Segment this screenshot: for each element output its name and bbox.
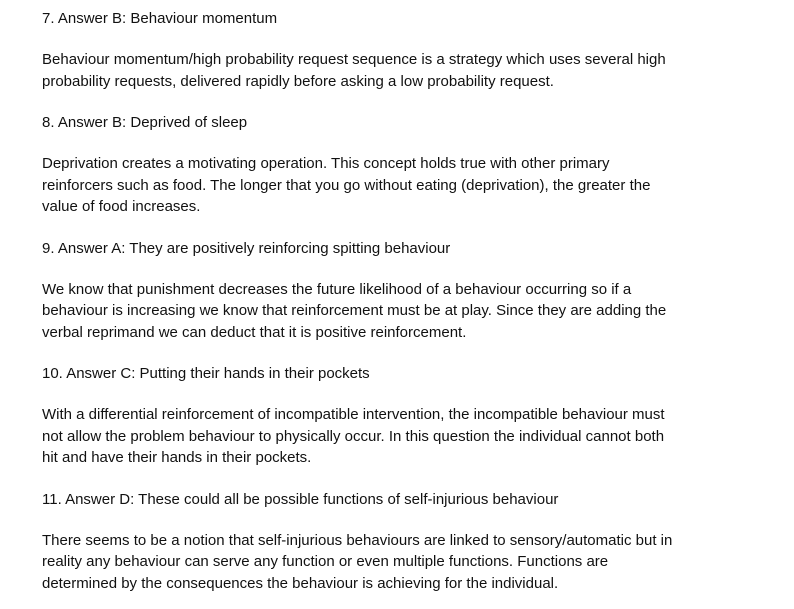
answer-8-line-3: value of food increases. (42, 198, 201, 215)
answer-9-heading: 9. Answer A: They are positively reinforcing spitting behaviour (42, 239, 451, 257)
answer-9-line-1: We know that punishment decreases the future likelihood of a behaviour occurring so if a (42, 280, 632, 298)
answer-11-line-3: determined by the consequences the behaviour is achieving for the individual. (42, 574, 559, 592)
answer-11-explanation (42, 530, 782, 595)
answer-11-line-2: reality any behaviour can serve any function or even multiple functions. Functions are (42, 553, 609, 570)
answer-10-line-3: hit and have their hands in their pockets. (42, 449, 312, 466)
answer-8-explanation (42, 153, 782, 218)
answer-10-explanation (42, 404, 782, 469)
answer-7-line-2: probability requests, delivered rapidly before asking a low probability request. (42, 72, 554, 90)
answer-7-line-1: Behaviour momentum/high probability request sequence is a strategy which uses several high (42, 51, 666, 68)
answer-8-heading: 8. Answer B: Deprived of sleep (42, 114, 248, 131)
answer-11-heading: 11. Answer D: These could all be possible functions of self-injurious behaviour (42, 490, 559, 508)
answer-8-line-2: reinforcers such as food. The longer that you go without eating (deprivation), the greater the (42, 176, 651, 194)
answer-9-line-3: verbal reprimand we can deduct that it is positive reinforcement. (42, 323, 467, 341)
answer-8-line-1: Deprivation creates a motivating operation. This concept holds true with other primary (42, 155, 610, 172)
answer-10-line-1: With a differential reinforcement of incompatible intervention, the incompatible behaviour must (42, 406, 665, 423)
answer-7-explanation (42, 49, 782, 92)
answer-10-heading: 10. Answer C: Putting their hands in their pockets (42, 365, 370, 382)
answer-9-line-2: behaviour is increasing we know that reinforcement must be at play. Since they are adding the (42, 302, 667, 319)
document-page (42, 8, 782, 594)
answer-7-heading: 7. Answer B: Behaviour momentum (42, 10, 278, 27)
answer-10-line-2: not allow the problem behaviour to physically occur. In this question the individual cannot both (42, 427, 665, 445)
answer-9-explanation (42, 279, 782, 344)
answer-11-line-1: There seems to be a notion that self-injurious behaviours are linked to sensory/automatic but in (42, 531, 673, 549)
